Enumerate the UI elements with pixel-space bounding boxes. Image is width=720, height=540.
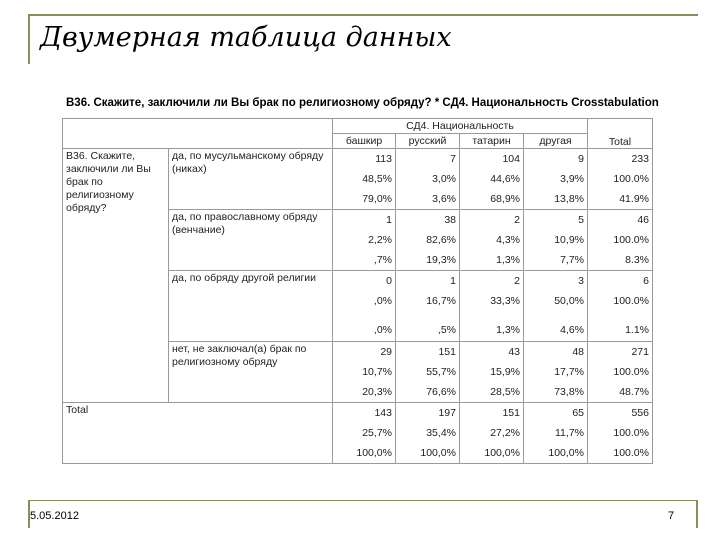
data-cell-total: 46 100.0% 8.3% xyxy=(588,210,653,271)
data-cell: 65 11,7% 100,0% xyxy=(524,403,588,464)
column-header-russian: русский xyxy=(396,134,460,149)
table-title: В36. Скажите, заключили ли Вы брак по религиозному обряду? * СД4. Национальность Crosstabulation xyxy=(66,97,659,109)
frame-bottom-rule xyxy=(28,500,698,501)
table-row xyxy=(63,149,653,210)
data-cell: 3 50,0% 4,6% xyxy=(524,271,588,342)
data-cell-total: 271 100.0% 48.7% xyxy=(588,342,653,403)
row-variable-label: В36. Скажите, заключили ли Вы брак по религиозному обряду? xyxy=(63,149,169,403)
row-label: да, по православному обряду (венчание) xyxy=(169,210,333,271)
frame-top-rule xyxy=(28,14,698,16)
page-number: 7 xyxy=(668,510,675,522)
frame-bottom-right-rule xyxy=(696,500,698,528)
data-cell: 5 10,9% 7,7% xyxy=(524,210,588,271)
data-cell: 0 ,0% ,0% xyxy=(333,271,396,342)
row-label: нет, не заключал(а) брак по религиозному обряду xyxy=(169,342,333,403)
data-cell: 43 15,9% 28,5% xyxy=(460,342,524,403)
frame-left-rule xyxy=(28,14,30,64)
data-cell: 1 2,2% ,7% xyxy=(333,210,396,271)
data-cell: 2 33,3% 1,3% xyxy=(460,271,524,342)
header-row-group xyxy=(63,119,653,134)
data-cell-total: 233 100.0% 41.9% xyxy=(588,149,653,210)
table-row-total xyxy=(63,403,653,464)
slide-title: Двумерная таблица данных xyxy=(40,22,452,53)
column-header-other: другая xyxy=(524,134,588,149)
data-cell: 197 35,4% 100,0% xyxy=(396,403,460,464)
data-cell: 7 3,0% 3,6% xyxy=(396,149,460,210)
data-cell: 38 82,6% 19,3% xyxy=(396,210,460,271)
column-header-tatar: татарин xyxy=(460,134,524,149)
column-header-total: Total xyxy=(588,119,653,149)
group-header: СД4. Национальность xyxy=(333,119,588,134)
data-cell-total: 556 100.0% 100.0% xyxy=(588,403,653,464)
footer-date: 5.05.2012 xyxy=(30,510,79,522)
data-cell: 151 55,7% 76,6% xyxy=(396,342,460,403)
data-cell: 113 48,5% 79,0% xyxy=(333,149,396,210)
data-cell: 2 4,3% 1,3% xyxy=(460,210,524,271)
data-cell-total: 6 100.0% 1.1% xyxy=(588,271,653,342)
row-label: да, по обряду другой религии xyxy=(169,271,333,342)
data-cell: 1 16,7% ,5% xyxy=(396,271,460,342)
total-row-label: Total xyxy=(63,403,333,464)
crosstab-table xyxy=(62,118,653,464)
header-blank xyxy=(63,119,333,149)
data-cell: 151 27,2% 100,0% xyxy=(460,403,524,464)
data-cell: 9 3,9% 13,8% xyxy=(524,149,588,210)
row-label: да, по мусульманскому обряду (никах) xyxy=(169,149,333,210)
data-cell: 48 17,7% 73,8% xyxy=(524,342,588,403)
data-cell: 29 10,7% 20,3% xyxy=(333,342,396,403)
data-cell: 143 25,7% 100,0% xyxy=(333,403,396,464)
column-header-bashkir: башкир xyxy=(333,134,396,149)
data-cell: 104 44,6% 68,9% xyxy=(460,149,524,210)
